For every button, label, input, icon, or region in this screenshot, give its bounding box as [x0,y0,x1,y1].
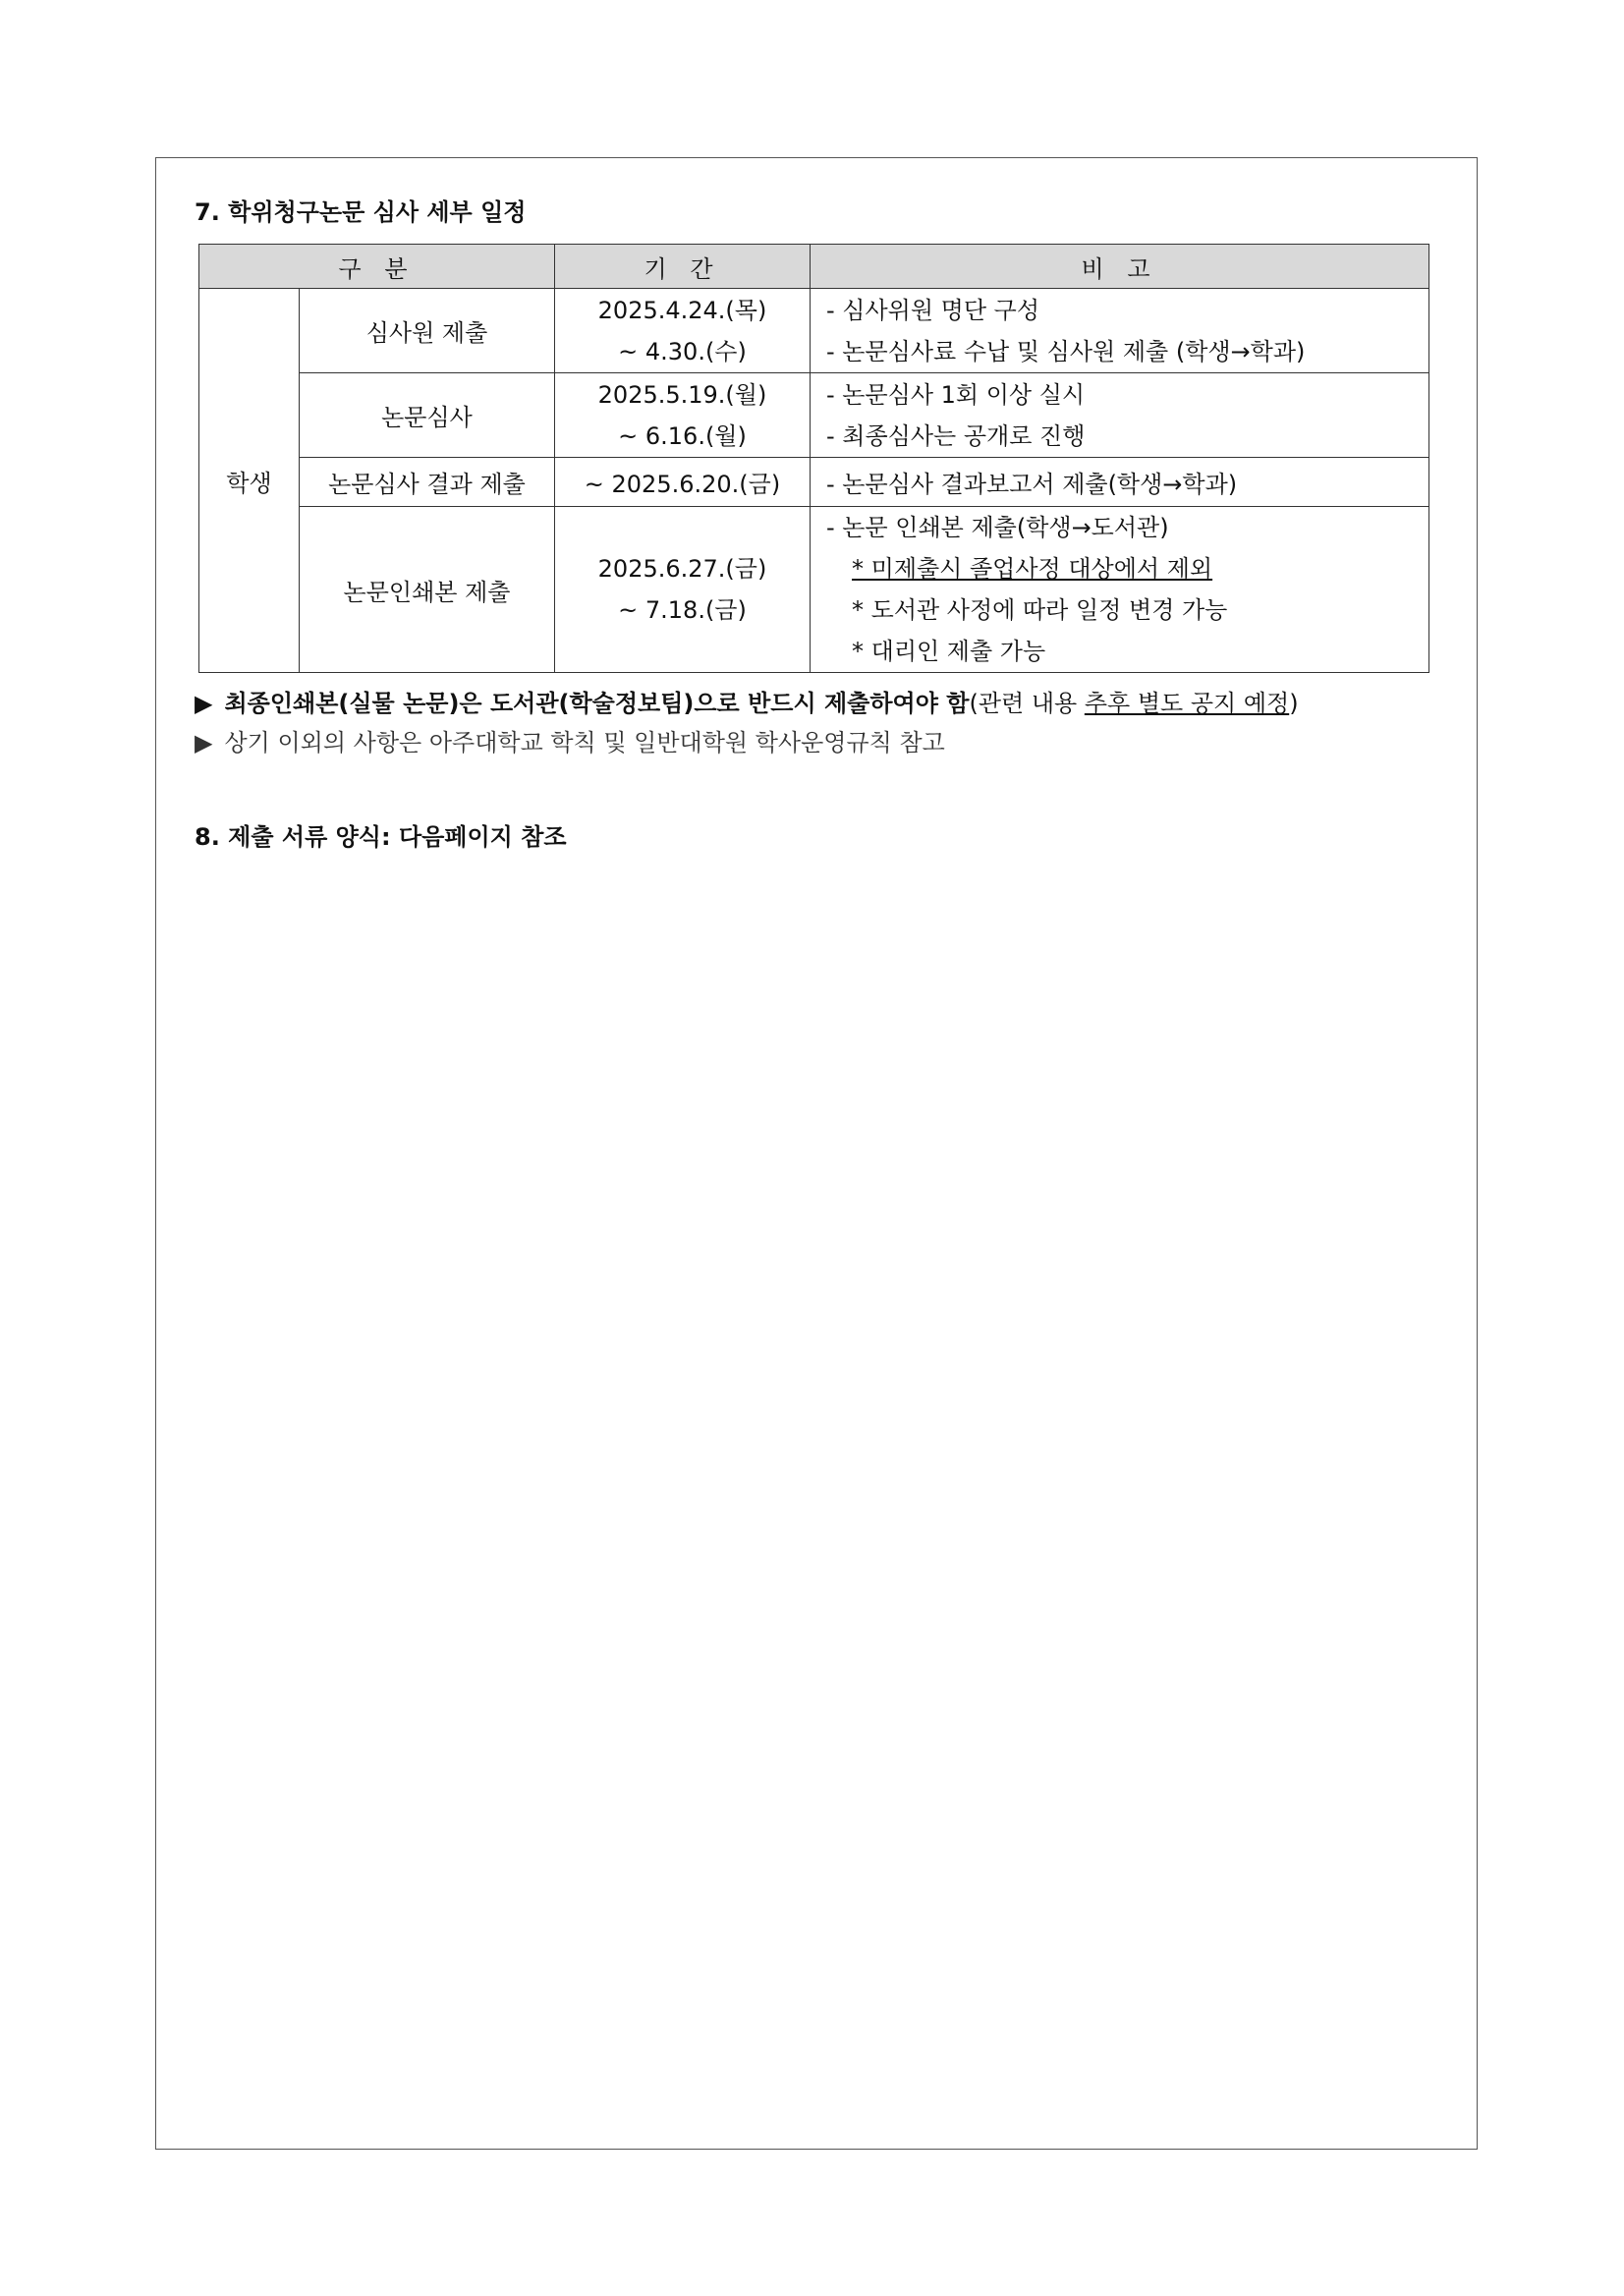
table-row [199,507,1429,673]
row-remarks: - 논문심사 1회 이상 실시 - 최종심사는 공개로 진행 [811,373,1429,458]
row-remarks: - 논문 인쇄본 제출(학생→도서관) * 미제출시 졸업사정 대상에서 제외 * 도서관 사정에 따라 일정 변경 가능 * 대리인 제출 가능 [811,507,1429,673]
section-7-title: 7. 학위청구논문 심사 세부 일정 [195,198,527,226]
row-category: 논문심사 [300,373,555,458]
row-period: ~ 2025.6.20.(금) [555,458,811,507]
review-schedule-table [198,244,1429,673]
triangle-bullet-icon: ▶ [195,729,213,756]
row-category: 논문인쇄본 제출 [300,507,555,673]
triangle-bullet-icon: ▶ [195,690,213,717]
section-8-title: 8. 제출 서류 양식: 다음페이지 참조 [195,823,567,851]
row-category: 논문심사 결과 제출 [300,458,555,507]
note-regulations: ▶ 상기 이외의 사항은 아주대학교 학칙 및 일반대학원 학사운영규칙 참고 [195,729,945,756]
row-period: 2025.5.19.(월) ~ 6.16.(월) [555,373,811,458]
table-row [199,373,1429,458]
table-header-row [199,245,1429,289]
row-category: 심사원 제출 [300,289,555,373]
note-submission: ▶ 최종인쇄본(실물 논문)은 도서관(학술정보팀)으로 반드시 제출하여야 함(관련 내용 추후 별도 공지 예정) [195,690,1299,717]
header-period: 기 간 [555,245,811,289]
group-label: 학생 [199,289,300,673]
row-period: 2025.6.27.(금) ~ 7.18.(금) [555,507,811,673]
table-row [199,289,1429,373]
row-period: 2025.4.24.(목) ~ 4.30.(수) [555,289,811,373]
table-row [199,458,1429,507]
row-remarks: - 심사위원 명단 구성 - 논문심사료 수납 및 심사원 제출 (학생→학과) [811,289,1429,373]
header-category: 구 분 [199,245,555,289]
row-remarks: - 논문심사 결과보고서 제출(학생→학과) [811,458,1429,507]
header-remarks: 비 고 [811,245,1429,289]
